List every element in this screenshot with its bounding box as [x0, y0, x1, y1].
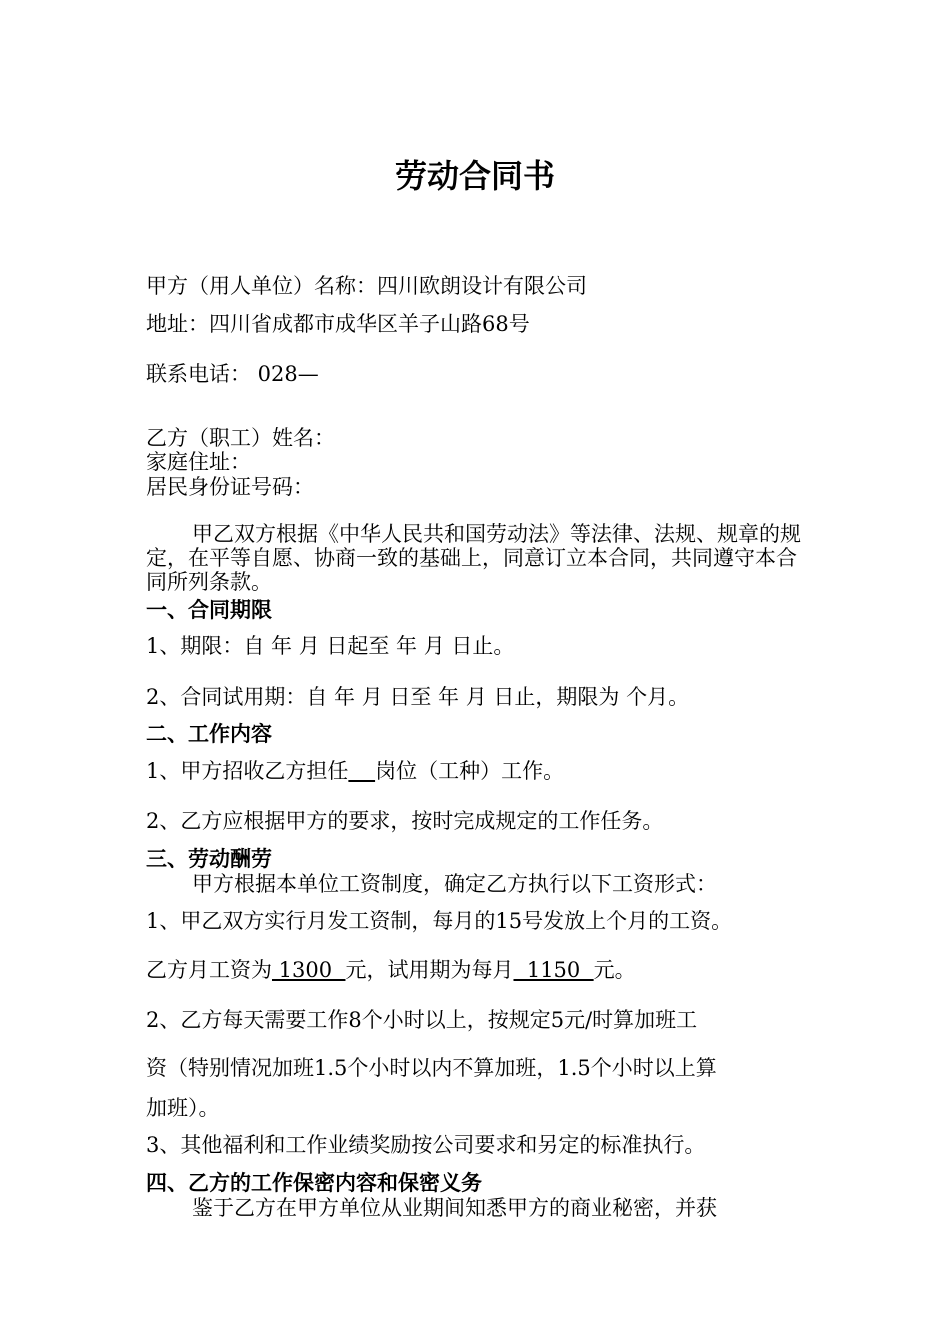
- overtime-item-line-3: 加班）。: [146, 1096, 220, 1120]
- section-2-heading: 二、工作内容: [146, 722, 272, 746]
- monthly-pay-item: 1、甲乙双方实行月发工资制，每月的15号发放上个月的工资。: [146, 909, 733, 933]
- overtime-item-line-1: 2、乙方每天需要工作8个小时以上，按规定5元/时算加班工: [146, 1008, 698, 1032]
- party-b-id-number: 居民身份证号码：: [146, 475, 314, 499]
- salary-suffix: 元。: [593, 958, 636, 982]
- benefits-item: 3、其他福利和工作业绩奖励按公司要求和另定的标准执行。: [146, 1133, 706, 1157]
- job-position-item: [146, 759, 564, 783]
- probation-salary-value: 1150: [513, 958, 594, 982]
- party-b-home-address: 家庭住址：: [146, 450, 251, 474]
- party-a-name: 甲方（用人单位）名称：四川欧朗设计有限公司: [146, 274, 587, 298]
- salary-line: [146, 958, 636, 982]
- preamble-paragraph: 甲乙双方根据《中华人民共和国劳动法》等法律、法规、规章的规定，在平等自愿、协商一致的基础上，同意订立本合同，共同遵守本合同所列条款。: [146, 522, 801, 594]
- work-task-item: 2、乙方应根据甲方的要求，按时完成规定的工作任务。: [146, 809, 664, 833]
- party-a-address: 地址：四川省成都市成华区羊子山路68号: [146, 312, 530, 336]
- document-title: 劳动合同书: [394, 157, 555, 195]
- confidentiality-intro: 鉴于乙方在甲方单位从业期间知悉甲方的商业秘密，并获: [192, 1196, 717, 1220]
- job-position-prefix: 1、甲方招收乙方担任: [146, 759, 349, 783]
- job-position-blank: [348, 759, 375, 783]
- overtime-item-line-2: 资（特别情况加班1.5个小时以内不算加班，1.5个小时以上算: [146, 1056, 717, 1080]
- monthly-salary-value: 1300: [272, 958, 346, 982]
- party-a-phone: 联系电话： 028—: [146, 362, 319, 386]
- section-3-heading: 三、劳动酬劳: [146, 847, 272, 871]
- contract-term-item: 1、期限：自 年 月 日起至 年 月 日止。: [146, 634, 515, 658]
- section-4-heading: 四、乙方的工作保密内容和保密义务: [146, 1171, 482, 1195]
- salary-prefix: 乙方月工资为: [146, 958, 272, 982]
- probation-term-item: 2、合同试用期：自 年 月 日至 年 月 日止，期限为 个月。: [146, 685, 690, 709]
- wage-form-intro: 甲方根据本单位工资制度，确定乙方执行以下工资形式：: [192, 872, 717, 896]
- job-position-suffix: 岗位（工种）工作。: [375, 759, 565, 783]
- salary-middle: 元，试用期为每月: [345, 958, 514, 982]
- party-b-name: 乙方（职工）姓名：: [146, 426, 335, 450]
- section-1-heading: 一、合同期限: [146, 598, 272, 622]
